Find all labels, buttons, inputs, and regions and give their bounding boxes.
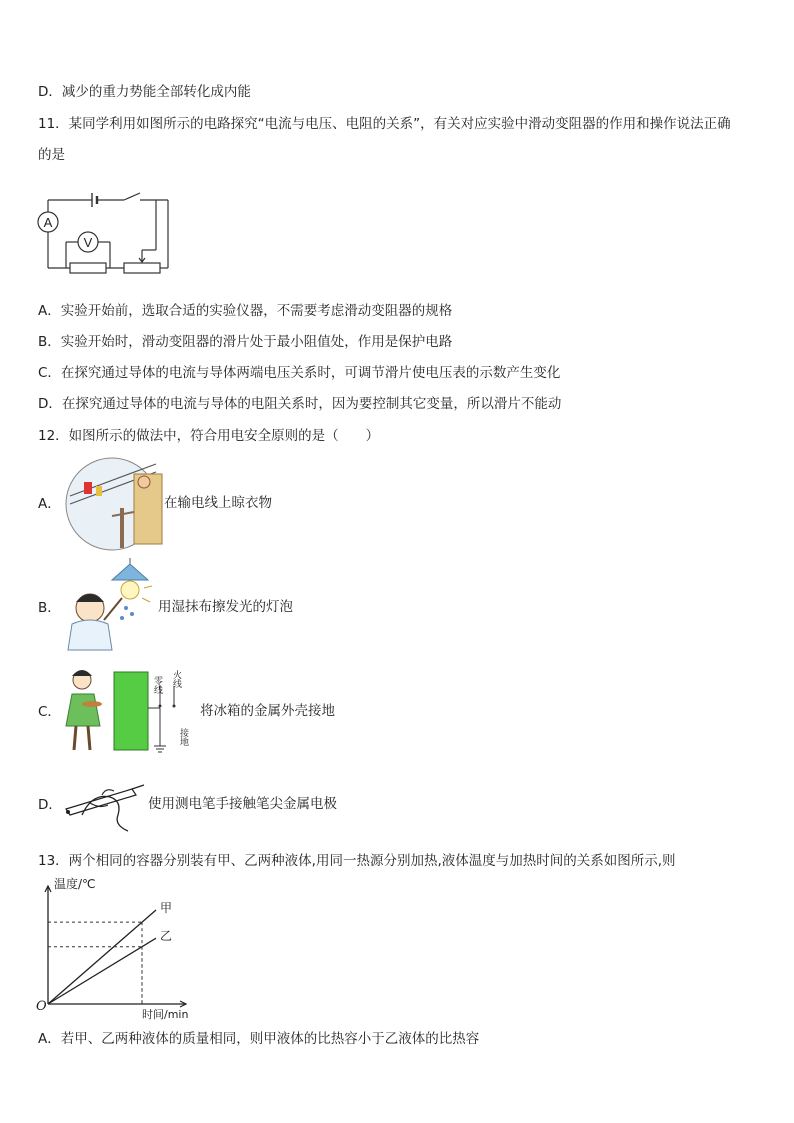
q12-option-b-label: B． xyxy=(38,600,61,616)
q13-temperature-time-chart xyxy=(34,876,214,1024)
q11-circuit-diagram xyxy=(36,190,172,280)
q11-option-a: A．实验开始前，选取合适的实验仪器，不需要考虑滑动变阻器的规格 xyxy=(38,303,453,319)
q11-option-d: D．在探究通过导体的电流与导体的电阻关系时，因为要控制其它变量，所以滑片不能动 xyxy=(38,396,562,412)
q11-stem-line2: 的是 xyxy=(38,147,65,163)
label-ground: 接地 xyxy=(178,728,188,746)
q11-option-b: B．实验开始时，滑动变阻器的滑片处于最小阻值处，作用是保护电路 xyxy=(38,334,453,350)
q13-option-a: A．若甲、乙两种液体的质量相同，则甲液体的比热容小于乙液体的比热容 xyxy=(38,1031,480,1047)
chart-x-label: 时间/min xyxy=(142,1008,189,1021)
q12-option-c-text: 将冰箱的金属外壳接地 xyxy=(200,703,335,719)
voltmeter-label: V xyxy=(83,235,93,250)
q12-stem: 12．如图所示的做法中，符合用电安全原则的是（ ） xyxy=(38,428,380,444)
q12-option-b-text: 用湿抹布擦发光的灯泡 xyxy=(158,599,293,615)
chart-series-label-0: 甲 xyxy=(160,901,173,915)
q10-option-d: D．减少的重力势能全部转化成内能 xyxy=(38,84,251,100)
chart-origin-label: O xyxy=(36,999,47,1014)
chart-series-line-0 xyxy=(48,910,156,1004)
ammeter-label: A xyxy=(43,215,53,230)
label-neutral: 零线 xyxy=(152,676,162,694)
chart-y-label: 温度/℃ xyxy=(54,877,96,891)
chart-series-label-1: 乙 xyxy=(160,929,173,944)
q11-stem-line1: 11．某同学利用如图所示的电路探究“电流与电压、电阻的关系”，有关对应实验中滑动变阻器的作用和操作说法正确 xyxy=(38,116,731,132)
q11-option-c: C．在探究通过导体的电流与导体两端电压关系时，可调节滑片使电压表的示数产生变化 xyxy=(38,365,561,381)
q12-option-c-illustration xyxy=(64,666,194,758)
q12-option-d-illustration xyxy=(62,775,146,835)
q12-option-c-label: C． xyxy=(38,704,61,720)
label-live: 火线 xyxy=(171,670,181,688)
q12-option-b-illustration xyxy=(60,558,156,654)
chart-series-line-1 xyxy=(48,938,156,1004)
q12-option-a-illustration xyxy=(64,456,164,552)
q12-option-a-label: A． xyxy=(38,496,61,512)
q13-stem: 13．两个相同的容器分别装有甲、乙两种液体,用同一热源分别加热,液体温度与加热时间的关系如图所示,则 xyxy=(38,853,676,869)
q12-option-d-label: D． xyxy=(38,797,62,813)
q12-option-d-text: 使用测电笔手接触笔尖金属电极 xyxy=(148,796,337,812)
q12-option-a-text: 在输电线上晾衣物 xyxy=(164,495,272,511)
